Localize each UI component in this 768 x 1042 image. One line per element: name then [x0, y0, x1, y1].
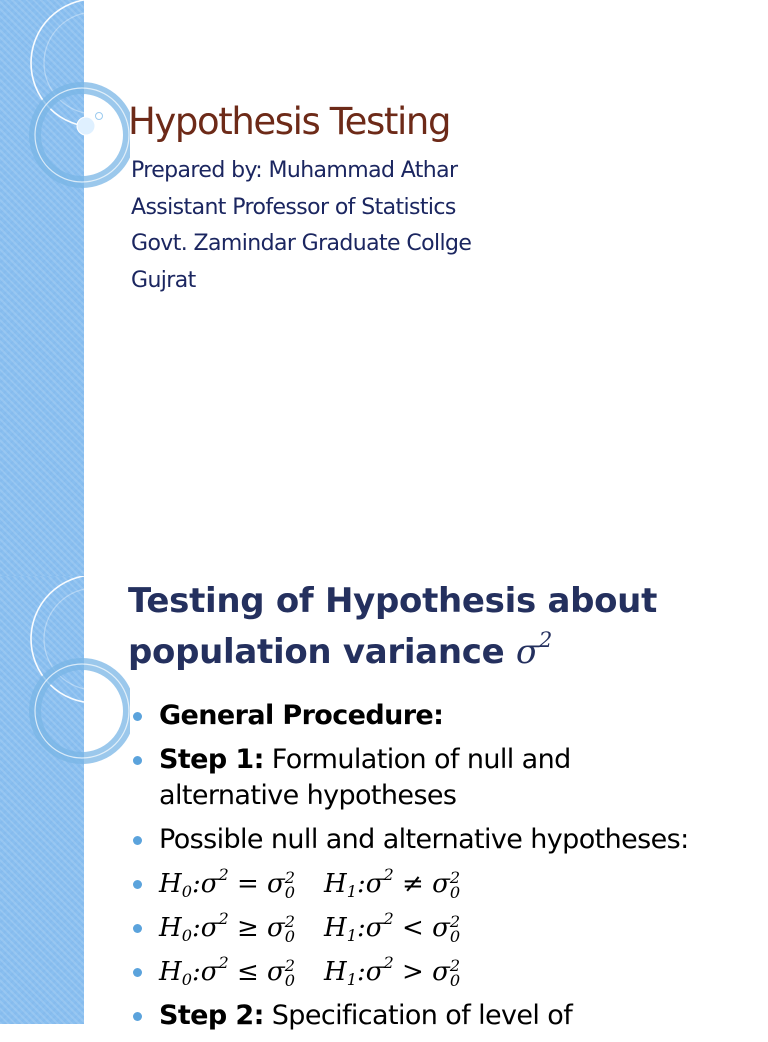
subtitle-line: Gujrat	[131, 267, 196, 293]
step-text: Formulation of null and	[271, 744, 571, 775]
colon: :	[191, 913, 201, 943]
colon: :	[191, 957, 201, 987]
relation-symbol: <	[402, 913, 424, 943]
superscript: 2	[449, 867, 461, 887]
superscript: 2	[449, 911, 461, 931]
sup-sub	[449, 911, 461, 946]
list-item	[133, 822, 753, 858]
sigma-symbol: σ	[267, 957, 285, 987]
author-info	[131, 153, 471, 299]
superscript: 2	[218, 864, 229, 884]
subscript: 1	[346, 925, 357, 945]
decorative-circles	[0, 0, 130, 576]
title-text: population variance	[128, 632, 505, 672]
hypothesis-formula	[159, 952, 463, 990]
h-symbol: H	[324, 869, 347, 899]
superscript: 2	[284, 911, 296, 931]
subtitle-line: Prepared by: Muhammad Athar	[131, 158, 458, 183]
sigma-symbol: σ	[365, 957, 384, 987]
hypothesis-item	[133, 910, 753, 946]
power-two: 2	[538, 627, 552, 653]
relation-symbol: >	[402, 957, 424, 987]
list-item	[133, 998, 753, 1034]
h-symbol: H	[324, 957, 347, 987]
h-symbol: H	[159, 869, 182, 899]
superscript: 2	[284, 955, 296, 975]
list-item	[133, 698, 753, 734]
relation-symbol: ≠	[402, 869, 424, 899]
sigma-symbol: σ	[200, 913, 219, 943]
sigma-symbol: σ	[267, 913, 285, 943]
sigma-symbol: σ	[365, 913, 384, 943]
sup-sub	[449, 867, 461, 902]
superscript: 2	[449, 955, 461, 975]
sigma-symbol: σ	[200, 957, 219, 987]
sigma-symbol	[515, 627, 552, 672]
step-text: alternative hypotheses	[159, 780, 457, 811]
superscript: 2	[218, 952, 229, 972]
colon: :	[356, 957, 366, 987]
sigma-letter: σ	[515, 632, 539, 672]
relation-symbol: ≥	[236, 913, 259, 943]
sigma-symbol: σ	[432, 913, 450, 943]
subscript: 0	[284, 883, 296, 902]
title-line: Testing of Hypothesis about	[128, 581, 658, 621]
title-line	[128, 627, 657, 678]
step-text: Specification of level of	[271, 1000, 573, 1031]
sup-sub	[449, 955, 461, 990]
relation-symbol: =	[236, 869, 259, 899]
bullet-list	[133, 698, 753, 1042]
subscript: 1	[346, 881, 357, 901]
sigma-symbol: σ	[267, 869, 285, 899]
h-symbol: H	[159, 913, 182, 943]
list-item	[133, 742, 753, 814]
bullet-text: Possible null and alternative hypotheses:	[159, 824, 689, 855]
step-label: Step 1:	[159, 744, 264, 775]
hypothesis-formula	[159, 908, 463, 946]
subscript: 0	[449, 971, 461, 990]
colon: :	[191, 869, 201, 899]
subtitle-line: Assistant Professor of Statistics	[131, 194, 456, 220]
step-label: Step 2:	[159, 1000, 264, 1031]
relation-symbol: ≤	[236, 957, 259, 987]
subscript: 0	[284, 971, 296, 990]
superscript: 2	[284, 867, 296, 887]
h-symbol: H	[324, 913, 347, 943]
sigma-symbol: σ	[365, 869, 384, 899]
superscript: 2	[383, 864, 394, 884]
decorative-circles	[0, 576, 130, 1024]
sigma-symbol: σ	[432, 957, 450, 987]
sup-sub	[284, 911, 296, 946]
subtitle-line: Govt. Zamindar Graduate Collge	[131, 231, 472, 256]
slide-title: Hypothesis Testing	[128, 100, 451, 143]
subscript: 0	[181, 881, 192, 901]
hypothesis-formula	[159, 864, 463, 902]
subscript: 0	[181, 925, 192, 945]
sup-sub	[284, 955, 296, 990]
subscript: 0	[449, 927, 461, 946]
subscript: 1	[346, 969, 357, 989]
content-slide-title	[128, 576, 657, 678]
superscript: 2	[383, 908, 394, 928]
hypothesis-item	[133, 866, 753, 902]
colon: :	[356, 869, 366, 899]
sup-sub	[284, 867, 296, 902]
hypothesis-item	[133, 954, 753, 990]
h-symbol: H	[159, 957, 182, 987]
subscript: 0	[449, 883, 461, 902]
bold-text: General Procedure:	[159, 700, 444, 731]
sigma-symbol: σ	[200, 869, 219, 899]
superscript: 2	[383, 952, 394, 972]
colon: :	[356, 913, 366, 943]
superscript: 2	[218, 908, 229, 928]
subscript: 0	[284, 927, 296, 946]
sigma-symbol: σ	[432, 869, 450, 899]
subscript: 0	[181, 969, 192, 989]
